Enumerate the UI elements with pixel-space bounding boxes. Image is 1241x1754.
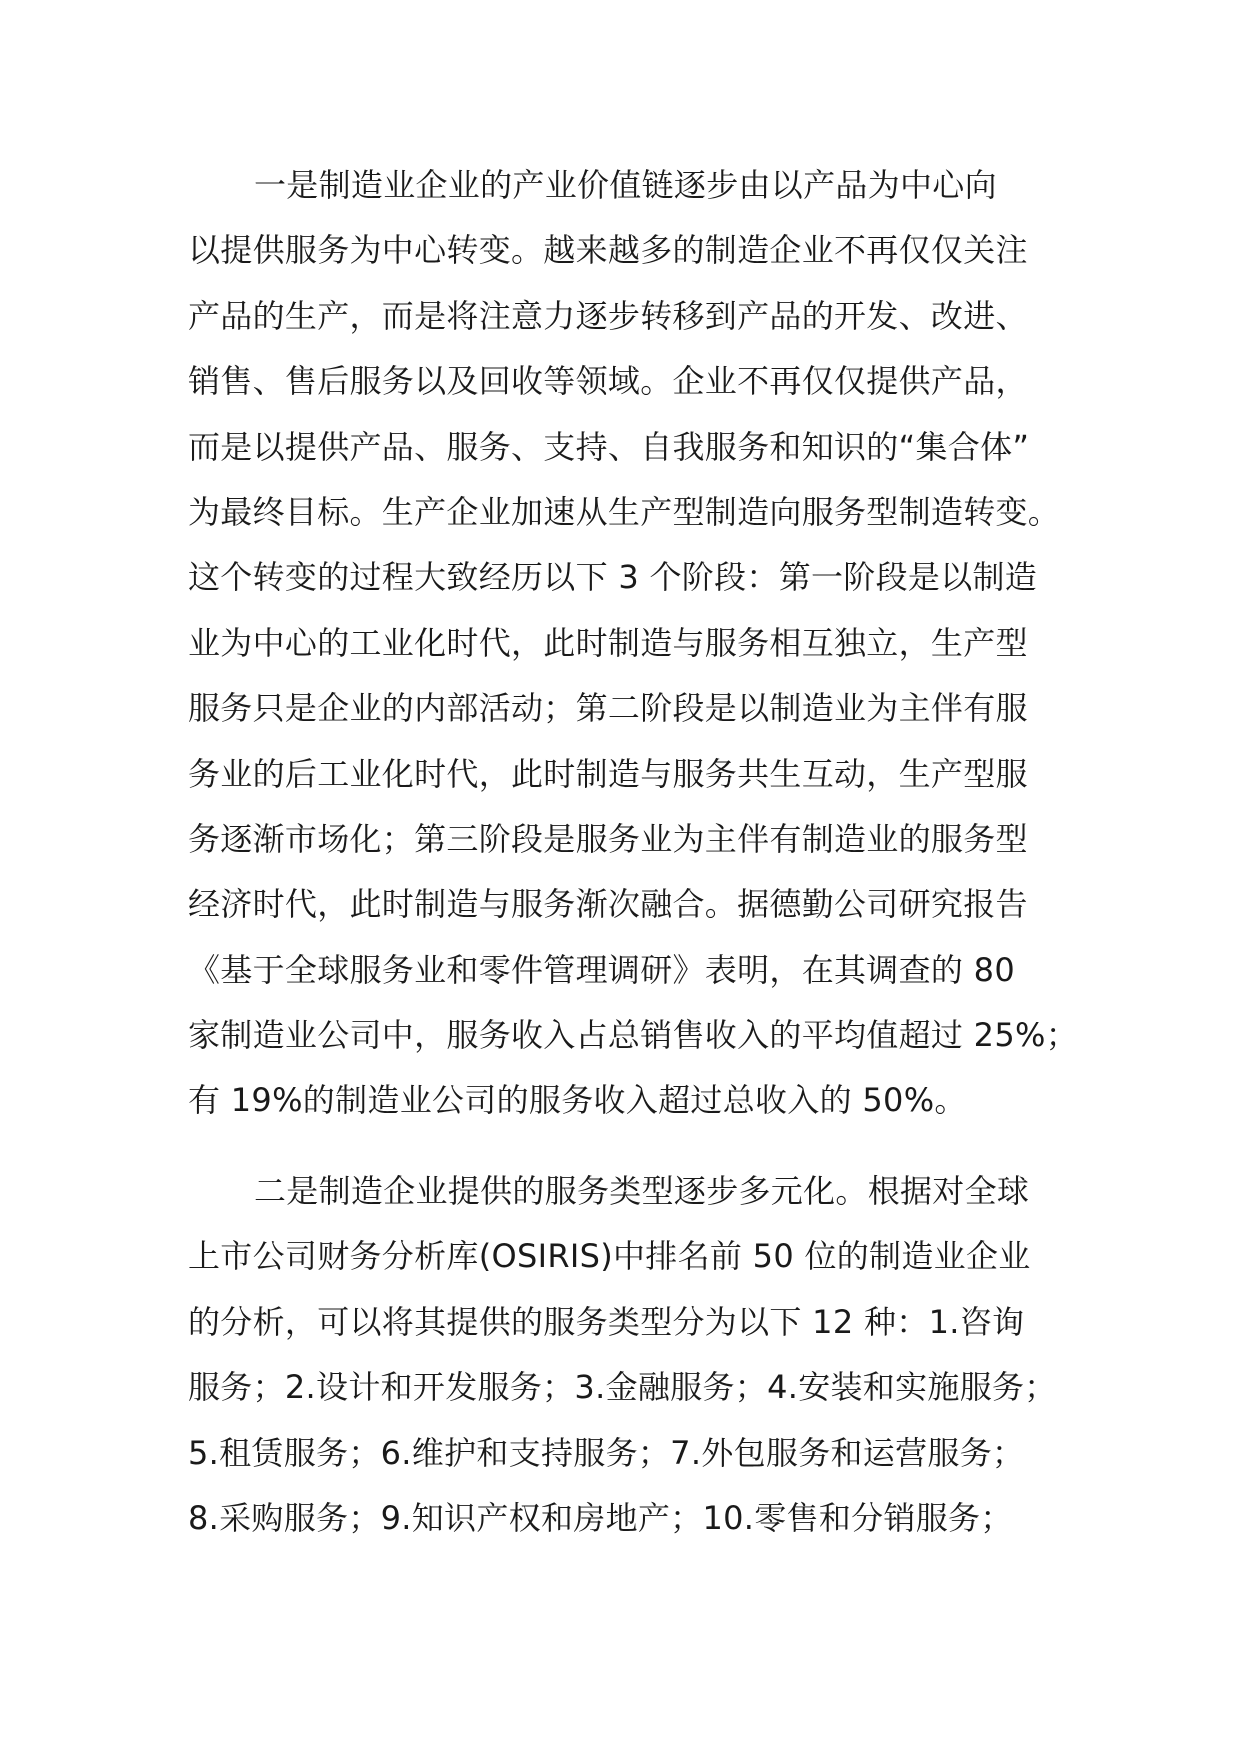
paragraph-line: 为最终目标。生产企业加速从生产型制造向服务型制造转变。 — [188, 492, 1061, 531]
paragraph-line: 而是以提供产品、服务、支持、自我服务和知识的“集合体” — [188, 427, 1030, 466]
paragraph-line: 服务只是企业的内部活动；第二阶段是以制造业为主伴有服 — [188, 689, 1028, 728]
paragraph-line: 销售、售后服务以及回收等领域。企业不再仅仅提供产品， — [188, 362, 1028, 401]
paragraph-line: 业为中心的工业化时代，此时制造与服务相互独立，生产型 — [188, 623, 1028, 662]
paragraph-line: 家制造业公司中，服务收入占总销售收入的平均值超过 25%； — [188, 1016, 1078, 1055]
paragraph-line: 务逐渐市场化；第三阶段是服务业为主伴有制造业的服务型 — [188, 819, 1028, 858]
paragraph-line: 5.租赁服务；6.维护和支持服务；7.外包服务和运营服务； — [188, 1433, 1025, 1472]
paragraph-line: 这个转变的过程大致经历以下 3 个阶段：第一阶段是以制造 — [188, 558, 1038, 597]
paragraph-line: 有 19%的制造业公司的服务收入超过总收入的 50%。 — [188, 1081, 967, 1120]
paragraph-line: 《基于全球服务业和零件管理调研》表明，在其调查的 80 — [188, 950, 1015, 989]
paragraph-2 — [188, 1159, 1068, 1551]
paragraph-1 — [188, 153, 1078, 1134]
paragraph-line: 服务；2.设计和开发服务；3.金融服务；4.安装和实施服务； — [188, 1368, 1057, 1407]
paragraph-line: 8.采购服务；9.知识产权和房地产；10.零售和分销服务； — [188, 1498, 1013, 1537]
paragraph-line: 一是制造业企业的产业价值链逐步由以产品为中心向 — [254, 166, 997, 204]
paragraph-line: 经济时代，此时制造与服务渐次融合。据德勤公司研究报告 — [188, 885, 1028, 924]
paragraph-line: 产品的生产，而是将注意力逐步转移到产品的开发、改进、 — [188, 296, 1028, 335]
paragraph-line: 上市公司财务分析库(OSIRIS)中排名前 50 位的制造业企业 — [188, 1237, 1031, 1276]
paragraph-line: 以提供服务为中心转变。越来越多的制造企业不再仅仅关注 — [188, 231, 1028, 270]
paragraph-line: 二是制造企业提供的服务类型逐步多元化。根据对全球 — [254, 1172, 1030, 1210]
paragraph-line: 务业的后工业化时代，此时制造与服务共生互动，生产型服 — [188, 754, 1028, 793]
paragraph-line: 的分析，可以将其提供的服务类型分为以下 12 种：1.咨询 — [188, 1302, 1025, 1341]
